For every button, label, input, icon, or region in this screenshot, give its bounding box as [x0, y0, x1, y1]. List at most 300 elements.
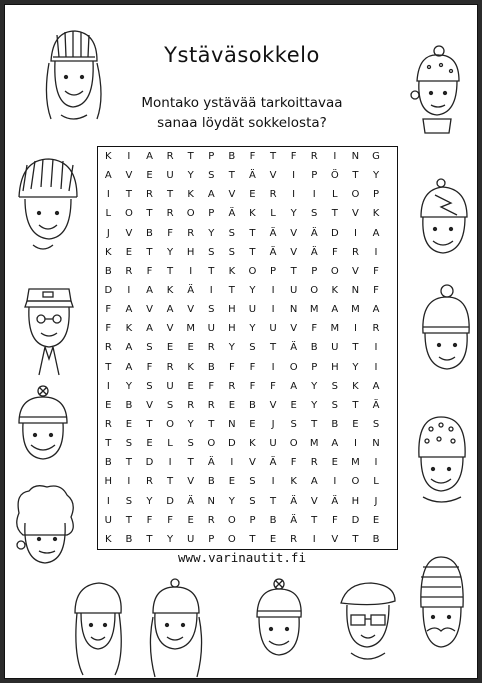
grid-letter[interactable]: B — [125, 533, 133, 545]
grid-letter[interactable]: R — [187, 227, 195, 239]
grid-letter[interactable]: H — [104, 476, 113, 488]
grid-letter[interactable]: S — [208, 304, 215, 316]
grid-letter[interactable]: S — [290, 419, 297, 430]
grid-letter[interactable]: R — [351, 246, 359, 258]
grid-letter[interactable]: U — [269, 438, 277, 450]
grid-letter[interactable]: E — [352, 419, 359, 430]
grid-letter[interactable]: A — [125, 342, 133, 354]
grid-letter[interactable]: U — [269, 323, 277, 335]
grid-letter[interactable]: I — [292, 170, 296, 182]
grid-letter[interactable]: J — [106, 227, 110, 239]
grid-letter[interactable]: N — [351, 151, 360, 162]
grid-letter[interactable]: N — [289, 304, 298, 316]
grid-letter[interactable]: A — [207, 189, 215, 201]
grid-letter[interactable]: O — [310, 285, 319, 296]
grid-letter[interactable]: T — [352, 399, 359, 411]
grid-letter[interactable]: Y — [311, 399, 318, 411]
grid-letter[interactable]: R — [207, 342, 215, 354]
grid-letter[interactable]: D — [104, 285, 113, 296]
grid-letter[interactable]: M — [309, 304, 319, 316]
grid-letter[interactable]: K — [228, 265, 236, 277]
grid-letter[interactable]: A — [310, 476, 318, 488]
grid-letter[interactable]: K — [187, 361, 194, 373]
grid-letter[interactable]: Ä — [228, 208, 236, 220]
grid-letter[interactable]: A — [372, 227, 380, 239]
grid-letter[interactable]: I — [333, 151, 337, 162]
grid-letter[interactable]: E — [331, 457, 338, 469]
grid-letter[interactable]: S — [146, 342, 153, 354]
grid-letter[interactable]: Ä — [187, 495, 195, 507]
grid-letter[interactable]: Ä — [207, 457, 215, 469]
grid-letter[interactable]: T — [269, 342, 277, 354]
grid-letter[interactable]: G — [372, 151, 380, 162]
grid-letter[interactable]: K — [105, 533, 112, 545]
grid-letter[interactable]: O — [227, 514, 236, 526]
grid-letter[interactable]: O — [186, 208, 195, 220]
grid-letter[interactable]: S — [208, 246, 215, 258]
grid-letter[interactable]: V — [269, 399, 277, 411]
grid-letter[interactable]: S — [249, 495, 256, 507]
grid-letter[interactable]: V — [249, 457, 256, 469]
grid-letter[interactable]: O — [351, 189, 360, 201]
grid-letter[interactable]: P — [311, 361, 318, 373]
grid-letter[interactable]: E — [249, 419, 256, 430]
grid-letter[interactable]: P — [249, 514, 256, 526]
grid-letter[interactable]: F — [373, 285, 379, 296]
grid-letter[interactable]: E — [146, 438, 153, 450]
grid-letter[interactable]: S — [228, 246, 236, 258]
grid-letter[interactable]: I — [374, 457, 378, 469]
grid-letter[interactable]: M — [351, 304, 360, 316]
grid-letter[interactable]: T — [249, 227, 256, 239]
grid-letter[interactable]: F — [208, 380, 215, 392]
grid-letter[interactable]: D — [351, 514, 360, 526]
grid-letter[interactable]: E — [187, 342, 194, 354]
grid-letter[interactable]: V — [331, 533, 339, 545]
grid-letter[interactable]: P — [311, 170, 318, 182]
grid-letter[interactable]: O — [166, 419, 175, 430]
grid-letter[interactable]: A — [290, 380, 298, 392]
grid-letter[interactable]: T — [290, 265, 297, 277]
grid-letter[interactable]: H — [186, 246, 195, 258]
grid-letter[interactable]: F — [249, 151, 256, 162]
grid-letter[interactable]: P — [208, 533, 215, 545]
grid-letter[interactable]: V — [352, 265, 359, 277]
grid-letter[interactable]: S — [125, 495, 133, 507]
grid-letter[interactable]: K — [290, 476, 297, 488]
grid-letter[interactable]: Y — [146, 495, 153, 507]
grid-letter[interactable]: E — [166, 342, 174, 354]
grid-letter[interactable]: F — [249, 361, 256, 373]
grid-letter[interactable]: I — [353, 227, 357, 239]
grid-letter[interactable]: I — [374, 246, 378, 258]
grid-letter[interactable]: R — [207, 399, 215, 411]
grid-letter[interactable]: Y — [228, 342, 235, 354]
grid-letter[interactable]: F — [105, 304, 112, 316]
grid-letter[interactable]: A — [125, 361, 133, 373]
grid-letter[interactable]: B — [228, 151, 236, 162]
grid-letter[interactable]: I — [374, 361, 378, 373]
grid-letter[interactable]: D — [228, 438, 236, 450]
grid-letter[interactable]: B — [104, 457, 112, 469]
grid-letter[interactable]: S — [331, 380, 338, 392]
grid-letter[interactable]: V — [310, 495, 318, 507]
grid-letter[interactable]: T — [146, 246, 153, 258]
grid-letter[interactable]: F — [311, 323, 318, 335]
grid-letter[interactable]: B — [310, 342, 318, 354]
grid-letter[interactable]: R — [290, 533, 298, 545]
grid-letter[interactable]: E — [228, 476, 236, 488]
grid-letter[interactable]: Y — [125, 380, 132, 392]
grid-letter[interactable]: T — [311, 419, 318, 430]
grid-letter[interactable]: H — [228, 304, 236, 316]
grid-letter[interactable]: T — [125, 514, 132, 526]
grid-letter[interactable]: E — [187, 380, 194, 392]
grid-letter[interactable]: B — [146, 227, 153, 239]
grid-letter[interactable]: R — [187, 399, 195, 411]
grid-letter[interactable]: T — [352, 170, 359, 182]
grid-letter[interactable]: V — [290, 323, 298, 335]
grid-letter[interactable]: I — [106, 380, 110, 392]
mustache-beanie-face-illustration — [411, 553, 471, 657]
grid-letter[interactable]: Ä — [187, 285, 195, 296]
grid-letter[interactable]: Y — [290, 208, 297, 220]
grid-letter[interactable]: Y — [249, 323, 256, 335]
grid-letter[interactable]: K — [125, 323, 133, 335]
grid-letter[interactable]: T — [125, 457, 132, 469]
grid-letter[interactable]: U — [248, 304, 257, 316]
grid-letter[interactable]: O — [289, 438, 298, 450]
grid-letter[interactable]: V — [125, 227, 133, 239]
grid-letter[interactable]: I — [271, 476, 275, 488]
grid-letter[interactable]: V — [290, 227, 298, 239]
grid-letter[interactable]: T — [249, 533, 256, 545]
grid-letter[interactable]: I — [353, 438, 357, 450]
grid-letter[interactable]: I — [209, 285, 213, 296]
grid-letter[interactable]: E — [290, 399, 297, 411]
grid-letter[interactable]: T — [352, 533, 359, 545]
grid-letter[interactable]: M — [330, 323, 340, 335]
grid-letter[interactable]: E — [146, 170, 153, 182]
grid-letter[interactable]: L — [332, 189, 338, 201]
grid-letter[interactable]: I — [189, 265, 193, 277]
grid-letter[interactable]: T — [331, 208, 338, 220]
grid-letter[interactable]: F — [373, 265, 379, 277]
grid-letter[interactable]: T — [228, 170, 235, 182]
grid-letter[interactable]: R — [146, 476, 153, 488]
grid-letter[interactable]: V — [269, 170, 277, 182]
grid-letter[interactable]: I — [374, 342, 378, 354]
grid-letter[interactable]: I — [292, 189, 296, 201]
grid-letter[interactable]: V — [166, 323, 174, 335]
grid-letter[interactable]: F — [228, 361, 235, 373]
grid-letter[interactable]: Ä — [372, 399, 380, 411]
grid-letter[interactable]: F — [146, 514, 153, 526]
grid-letter[interactable]: L — [105, 208, 112, 220]
grid-letter[interactable]: A — [166, 304, 174, 316]
grid-letter[interactable]: P — [270, 265, 277, 277]
grid-letter[interactable]: V — [352, 208, 359, 220]
grid-letter[interactable]: O — [351, 476, 360, 488]
grid-letter[interactable]: I — [271, 304, 275, 316]
grid-letter[interactable]: S — [146, 380, 153, 392]
grid-letter[interactable]: Ä — [249, 170, 256, 182]
grid-letter[interactable]: I — [127, 151, 131, 162]
grid-letter[interactable]: T — [167, 476, 174, 488]
grid-letter[interactable]: R — [372, 323, 380, 335]
grid-letter[interactable]: E — [372, 514, 380, 526]
grid-letter[interactable]: R — [166, 361, 174, 373]
grid-letter[interactable]: Ä — [269, 457, 277, 469]
grid-letter[interactable]: H — [351, 495, 360, 507]
grid-letter[interactable]: O — [124, 208, 133, 220]
grid-letter[interactable]: B — [269, 514, 277, 526]
grid-letter[interactable]: I — [230, 457, 234, 469]
grid-letter[interactable]: I — [353, 323, 357, 335]
grid-letter[interactable]: Y — [167, 533, 174, 545]
grid-letter[interactable]: R — [269, 189, 277, 201]
grid-letter[interactable]: T — [146, 208, 153, 220]
grid-letter[interactable]: K — [249, 438, 256, 450]
grid-letter[interactable]: A — [104, 170, 112, 182]
grid-letter[interactable]: M — [186, 323, 195, 335]
grid-letter[interactable]: T — [249, 246, 256, 258]
grid-letter[interactable]: O — [207, 438, 216, 450]
grid-letter[interactable]: H — [228, 323, 236, 335]
grid-letter[interactable]: E — [187, 514, 194, 526]
grid-letter[interactable]: Ä — [290, 342, 298, 354]
grid-letter[interactable]: T — [208, 419, 215, 430]
grid-letter[interactable]: Y — [372, 170, 380, 182]
grid-letter[interactable]: Ä — [310, 227, 318, 239]
braided-hat-girl-face-illustration — [145, 577, 207, 681]
grid-letter[interactable]: A — [372, 380, 380, 392]
grid-letter[interactable]: M — [309, 438, 319, 450]
grid-letter[interactable]: S — [125, 438, 133, 450]
grid-letter[interactable]: S — [249, 342, 256, 354]
grid-letter[interactable]: Ä — [331, 495, 339, 507]
grid-letter[interactable]: A — [146, 323, 153, 335]
grid-letter[interactable]: K — [249, 208, 256, 220]
grid-letter[interactable]: A — [331, 438, 339, 450]
grid-letter[interactable]: T — [187, 457, 194, 469]
grid-letter[interactable]: V — [146, 399, 153, 411]
grid-letter[interactable]: L — [167, 438, 173, 450]
grid-letter[interactable]: A — [146, 285, 153, 296]
grid-letter[interactable]: R — [104, 342, 112, 354]
worksheet-page — [4, 4, 478, 679]
grid-row — [98, 204, 397, 223]
grid-letter[interactable]: E — [105, 399, 112, 411]
grid-letter[interactable]: K — [187, 189, 194, 201]
grid-letter[interactable]: S — [372, 419, 380, 430]
grid-letter[interactable]: V — [125, 170, 133, 182]
grid-letter[interactable]: Y — [352, 361, 359, 373]
grid-letter[interactable]: U — [166, 380, 174, 392]
grid-letter[interactable]: V — [187, 304, 195, 316]
grid-letter[interactable]: K — [166, 285, 174, 296]
grid-letter[interactable]: Y — [187, 170, 194, 182]
grid-letter[interactable]: S — [208, 170, 215, 182]
grid-row — [98, 396, 397, 415]
grid-letter[interactable]: R — [104, 419, 112, 430]
grid-letter[interactable]: Y — [249, 285, 256, 296]
grid-letter[interactable]: V — [290, 246, 298, 258]
grid-letter[interactable]: T — [167, 265, 174, 277]
grid-letter[interactable]: P — [208, 151, 215, 162]
grid-letter[interactable]: O — [289, 361, 298, 373]
grid-letter[interactable]: L — [270, 208, 276, 220]
grid-letter[interactable]: Ä — [269, 227, 277, 239]
grid-letter[interactable]: U — [104, 514, 112, 526]
grid-letter[interactable]: B — [104, 265, 112, 277]
grid-letter[interactable]: R — [310, 151, 318, 162]
grid-letter[interactable]: E — [228, 399, 236, 411]
grid-letter[interactable]: N — [228, 419, 236, 430]
grid-letter[interactable]: T — [187, 151, 194, 162]
grid-letter[interactable]: J — [374, 495, 378, 507]
grid-letter[interactable]: O — [227, 533, 236, 545]
grid-letter[interactable]: T — [105, 438, 112, 450]
grid-letter[interactable]: Y — [167, 246, 174, 258]
grid-letter[interactable]: K — [372, 208, 380, 220]
word-search-grid[interactable] — [97, 146, 398, 550]
grid-letter[interactable]: I — [312, 533, 316, 545]
grid-letter[interactable]: V — [187, 476, 195, 488]
grid-letter[interactable]: I — [127, 476, 131, 488]
grid-letter[interactable]: R — [228, 380, 236, 392]
grid-letter[interactable]: R — [207, 514, 215, 526]
grid-letter[interactable]: F — [270, 380, 276, 392]
grid-letter[interactable]: R — [125, 265, 133, 277]
grid-letter[interactable]: T — [352, 342, 359, 354]
grid-letter[interactable]: B — [331, 419, 339, 430]
grid-letter[interactable]: U — [331, 342, 339, 354]
grid-letter[interactable]: F — [249, 380, 256, 392]
grid-letter[interactable]: T — [269, 495, 277, 507]
grid-letter[interactable]: I — [312, 189, 316, 201]
grid-letter[interactable]: Ö — [330, 170, 339, 182]
grid-letter[interactable]: R — [166, 208, 174, 220]
grid-letter[interactable]: F — [167, 514, 173, 526]
grid-letter[interactable]: F — [105, 323, 112, 335]
grid-letter[interactable]: F — [290, 457, 297, 469]
grid-letter[interactable]: O — [330, 265, 339, 277]
grid-letter[interactable]: U — [166, 170, 174, 182]
grid-letter[interactable]: Y — [187, 419, 194, 430]
grid-letter[interactable]: J — [271, 419, 275, 430]
grid-letter[interactable]: L — [373, 476, 379, 488]
grid-letter[interactable]: E — [269, 533, 277, 545]
grid-letter[interactable]: H — [331, 361, 339, 373]
grid-letter[interactable]: Y — [311, 380, 318, 392]
grid-letter[interactable]: A — [146, 151, 153, 162]
grid-letter[interactable]: F — [146, 361, 153, 373]
grid-letter[interactable]: P — [311, 265, 318, 277]
grid-letter[interactable]: U — [187, 533, 195, 545]
grid-letter[interactable]: B — [372, 533, 380, 545]
grid-letter[interactable]: I — [271, 285, 275, 296]
grid-letter[interactable]: F — [167, 227, 173, 239]
grid-letter[interactable]: P — [208, 208, 215, 220]
grid-letter[interactable]: V — [146, 304, 153, 316]
grid-letter[interactable]: V — [228, 189, 236, 201]
grid-letter[interactable]: K — [352, 380, 359, 392]
grid-letter[interactable]: S — [187, 438, 194, 450]
grid-letter[interactable]: T — [167, 189, 174, 201]
grid-letter[interactable]: I — [271, 361, 275, 373]
grid-letter[interactable]: R — [166, 151, 174, 162]
grid-letter[interactable]: K — [105, 151, 112, 162]
grid-letter[interactable]: I — [168, 457, 172, 469]
grid-letter[interactable]: Y — [228, 495, 235, 507]
grid-letter[interactable]: F — [331, 514, 338, 526]
grid-letter[interactable]: T — [269, 151, 277, 162]
grid-letter[interactable]: N — [372, 438, 380, 450]
grid-letter[interactable]: M — [351, 457, 360, 469]
grid-letter[interactable]: D — [166, 495, 174, 507]
grid-letter[interactable]: I — [127, 285, 131, 296]
grid-letter[interactable]: T — [208, 265, 215, 277]
grid-letter[interactable]: P — [373, 189, 380, 201]
grid-letter[interactable]: I — [106, 189, 110, 201]
grid-letter[interactable]: T — [146, 533, 153, 545]
grid-letter[interactable]: Ä — [290, 495, 298, 507]
grid-letter[interactable]: D — [330, 227, 339, 239]
grid-letter[interactable]: Ä — [269, 246, 277, 258]
grid-letter[interactable]: F — [146, 265, 153, 277]
grid-letter[interactable]: T — [125, 189, 132, 201]
grid-letter[interactable]: S — [331, 399, 338, 411]
grid-letter[interactable]: Ä — [310, 246, 318, 258]
grid-letter[interactable]: E — [125, 419, 133, 430]
grid-letter[interactable]: B — [125, 399, 133, 411]
grid-letter[interactable]: S — [311, 208, 318, 220]
grid-letter[interactable]: B — [207, 476, 215, 488]
grid-letter[interactable]: S — [249, 476, 256, 488]
grid-letter[interactable]: U — [207, 323, 215, 335]
grid-letter[interactable]: Ä — [290, 514, 298, 526]
grid-letter[interactable]: F — [331, 246, 338, 258]
grid-letter[interactable]: U — [289, 285, 298, 296]
grid-letter[interactable]: I — [333, 476, 337, 488]
grid-letter[interactable]: S — [166, 399, 174, 411]
grid-letter[interactable]: S — [228, 227, 236, 239]
grid-letter[interactable]: R — [146, 189, 153, 201]
grid-letter[interactable]: K — [105, 246, 112, 258]
grid-letter[interactable]: Y — [208, 227, 215, 239]
grid-letter[interactable]: N — [207, 495, 215, 507]
grid-letter[interactable]: T — [105, 361, 112, 373]
grid-letter[interactable]: O — [248, 265, 257, 277]
grid-letter[interactable]: T — [146, 419, 153, 430]
grid-letter[interactable]: A — [125, 304, 133, 316]
grid-letter[interactable]: E — [249, 189, 256, 201]
grid-letter[interactable]: T — [228, 285, 235, 296]
grid-letter[interactable]: T — [311, 514, 318, 526]
grid-letter[interactable]: A — [331, 304, 339, 316]
grid-letter[interactable]: I — [106, 495, 110, 507]
grid-letter[interactable]: F — [290, 151, 297, 162]
grid-letter[interactable]: A — [372, 304, 380, 316]
grid-letter[interactable]: D — [145, 457, 154, 469]
grid-letter[interactable]: B — [207, 361, 215, 373]
grid-letter[interactable]: R — [310, 457, 318, 469]
grid-letter[interactable]: E — [125, 246, 133, 258]
grid-letter[interactable]: N — [351, 285, 360, 296]
grid-letter[interactable]: B — [249, 399, 256, 411]
grid-letter[interactable]: K — [331, 285, 339, 296]
